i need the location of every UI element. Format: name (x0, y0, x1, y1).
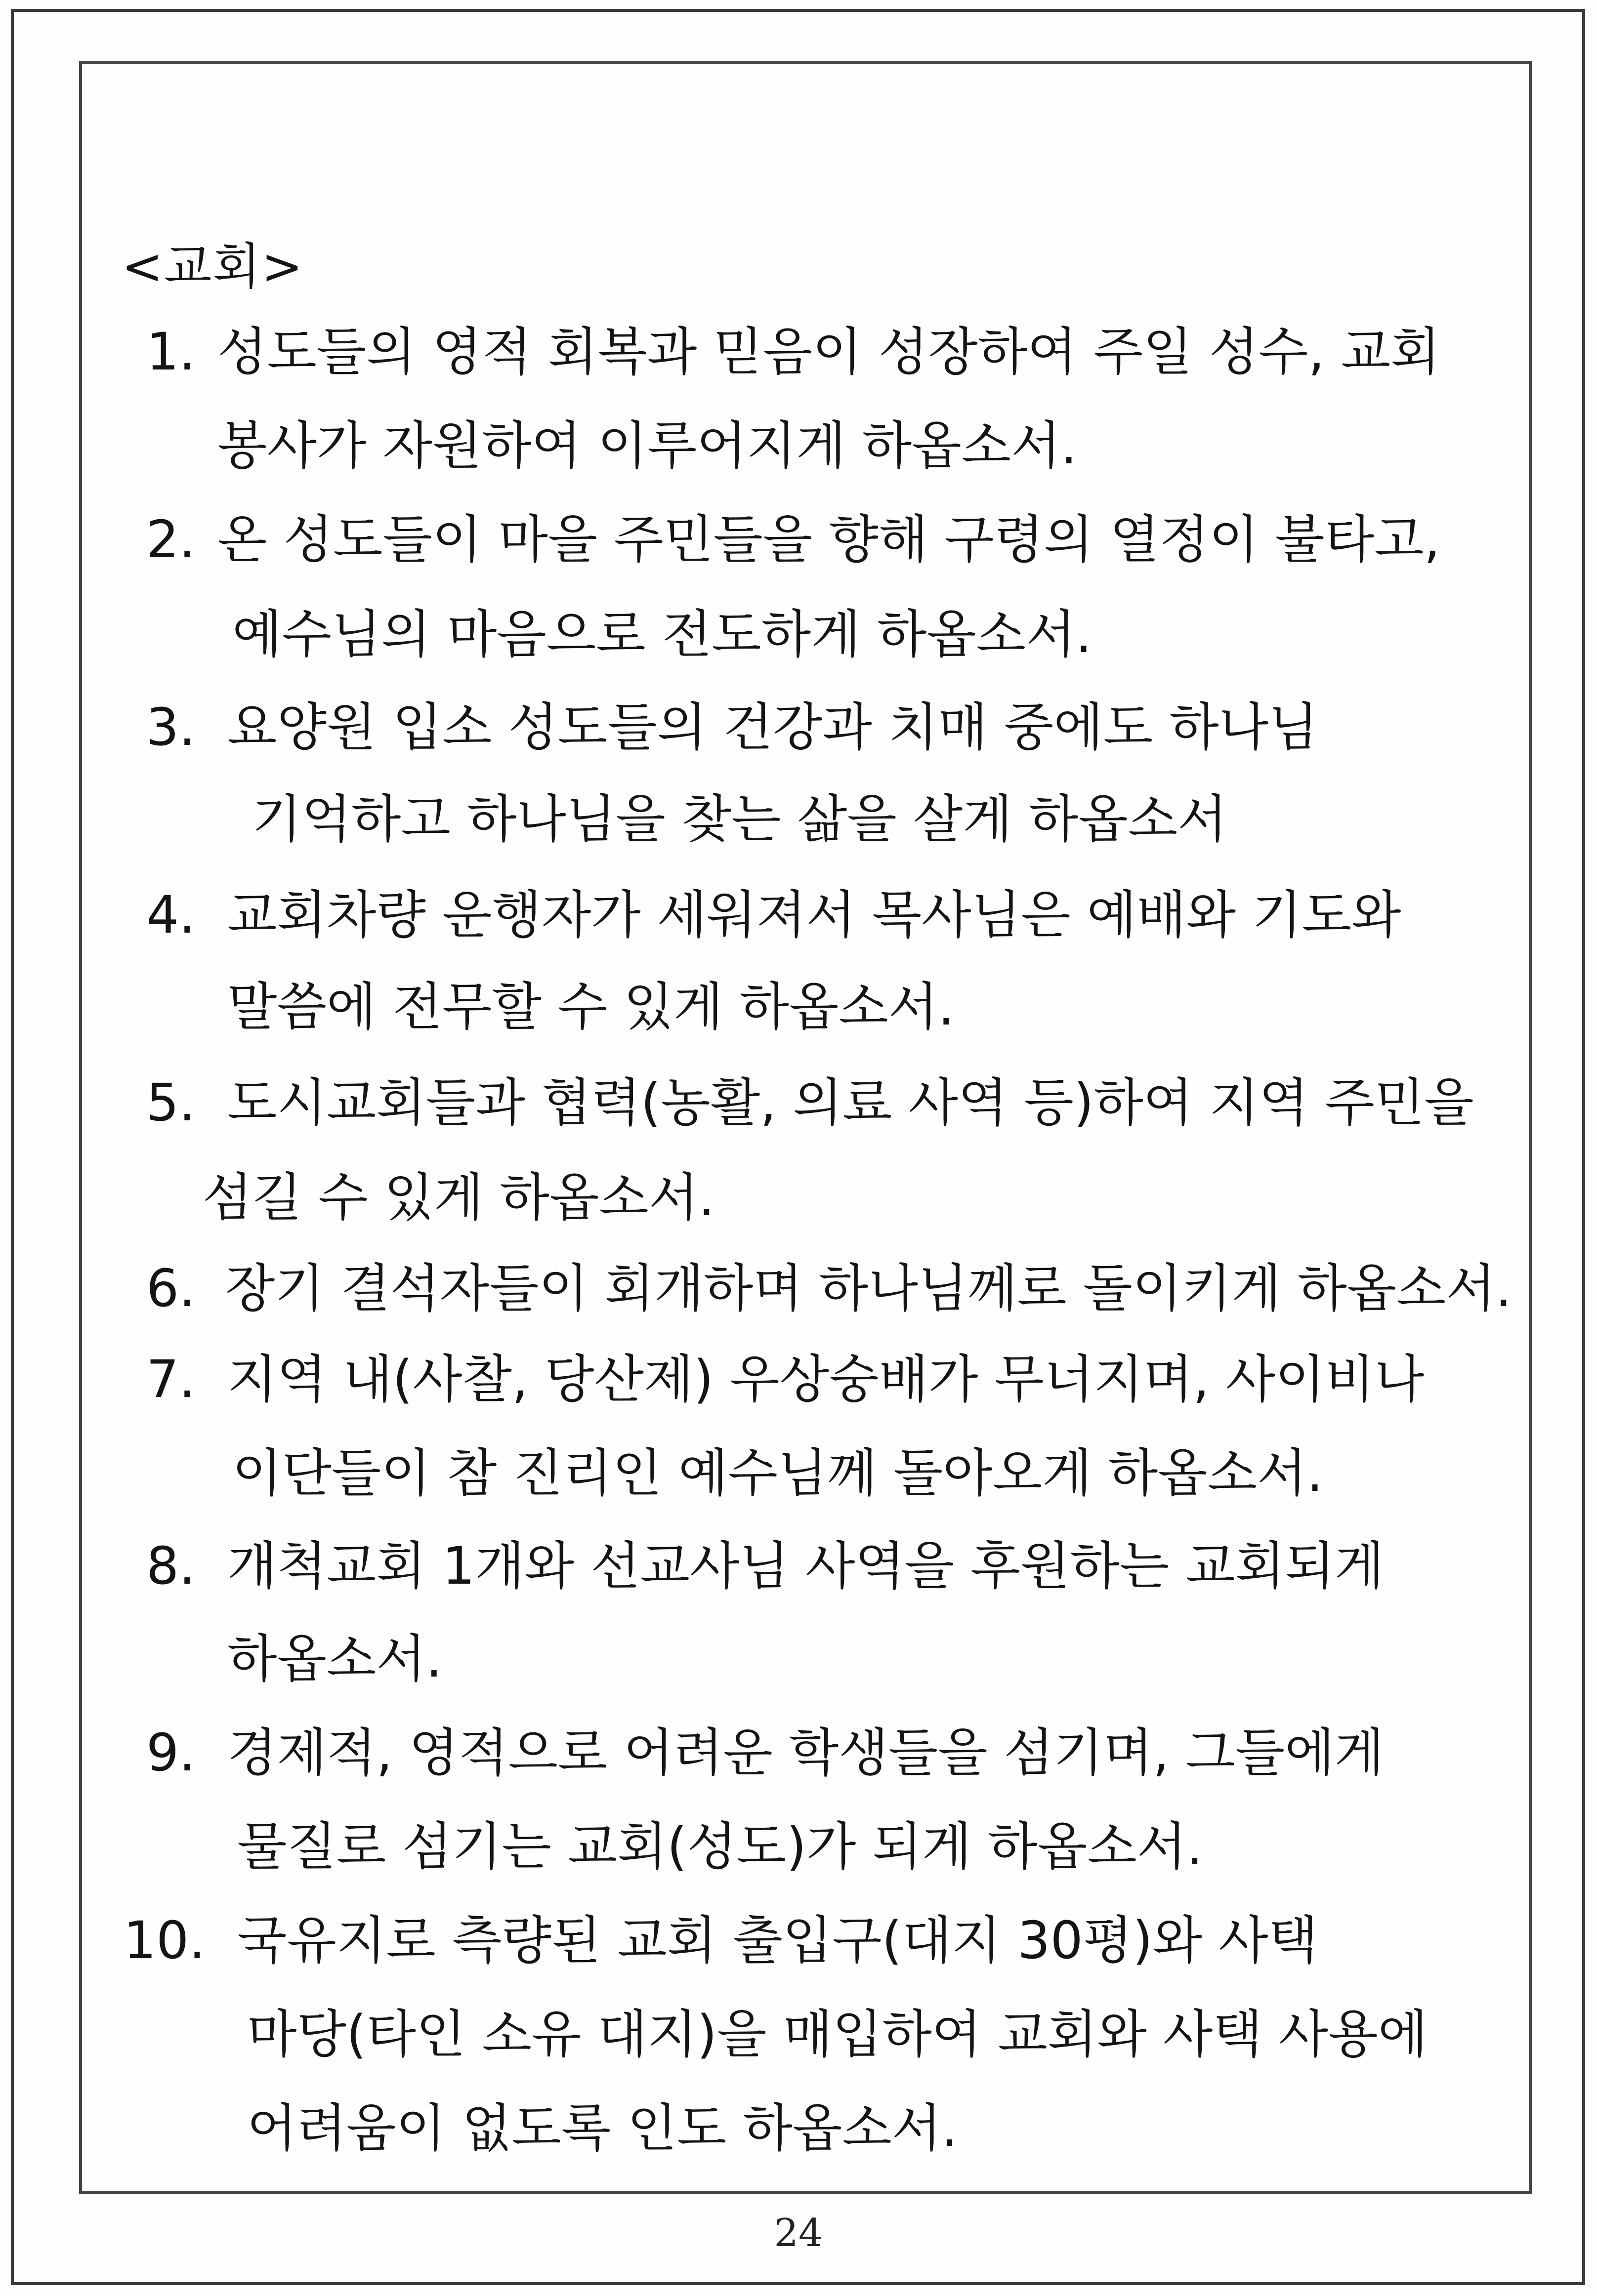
item-text-line: 장기 결석자들이 회개하며 하나님께로 돌이키게 하옵소서. (225, 1258, 1512, 1318)
item-number: 10. (124, 1910, 206, 1970)
item-number: 6. (146, 1258, 196, 1318)
item-number: 7. (146, 1349, 196, 1409)
item-number: 8. (146, 1536, 196, 1596)
item-text-line: 교회차량 운행자가 세워져서 목사님은 예배와 기도와 (227, 885, 1401, 945)
item-number: 9. (146, 1722, 196, 1783)
item-text-line: 국유지로 측량된 교회 출입구(대지 30평)와 사택 (237, 1910, 1318, 1970)
item-number: 3. (146, 697, 196, 757)
item-text-line: 봉사가 자원하여 이루어지게 하옵소서. (217, 415, 1077, 476)
item-text-line: 섬길 수 있게 하옵소서. (203, 1167, 715, 1228)
item-number: 1. (146, 322, 196, 382)
item-number: 5. (146, 1072, 196, 1133)
item-text-line: 예수님의 마음으로 전도하게 하옵소서. (232, 604, 1092, 664)
item-text-line: 이단들이 참 진리인 예수님께 돌아오게 하옵소서. (232, 1443, 1323, 1503)
page-number: 24 (774, 2211, 823, 2255)
item-number: 2. (146, 509, 196, 570)
item-number: 4. (146, 885, 196, 945)
item-text-line: 하옵소서. (227, 1629, 442, 1689)
item-text-line: 물질로 섬기는 교회(성도)가 되게 하옵소서. (237, 1816, 1203, 1877)
section-heading: <교회> (122, 238, 304, 295)
item-text-line: 성도들의 영적 회복과 믿음이 성장하여 주일 성수, 교회 (217, 322, 1440, 382)
item-text-line: 지역 내(사찰, 당산제) 우상숭배가 무너지며, 사이비나 (227, 1349, 1425, 1409)
item-text-line: 요양원 입소 성도들의 건강과 치매 중에도 하나님 (227, 697, 1318, 757)
item-text-line: 경제적, 영적으로 어려운 학생들을 섬기며, 그들에게 (227, 1722, 1385, 1783)
item-text-line: 말씀에 전무할 수 있게 하옵소서. (227, 977, 955, 1037)
item-text-line: 개척교회 1개와 선교사님 사역을 후원하는 교회되게 (227, 1536, 1385, 1596)
item-text-line: 온 성도들이 마을 주민들을 향해 구령의 열정이 불타고, (217, 509, 1440, 570)
item-text-line: 도시교회들과 협력(농활, 의료 사역 등)하여 지역 주민을 (227, 1072, 1474, 1133)
item-text-line: 마당(타인 소유 대지)을 매입하여 교회와 사택 사용에 (247, 2004, 1428, 2064)
item-text-line: 기억하고 하나님을 찾는 삶을 살게 하옵소서 (252, 789, 1227, 849)
item-text-line: 어려움이 없도록 인도 하옵소서. (247, 2098, 958, 2158)
